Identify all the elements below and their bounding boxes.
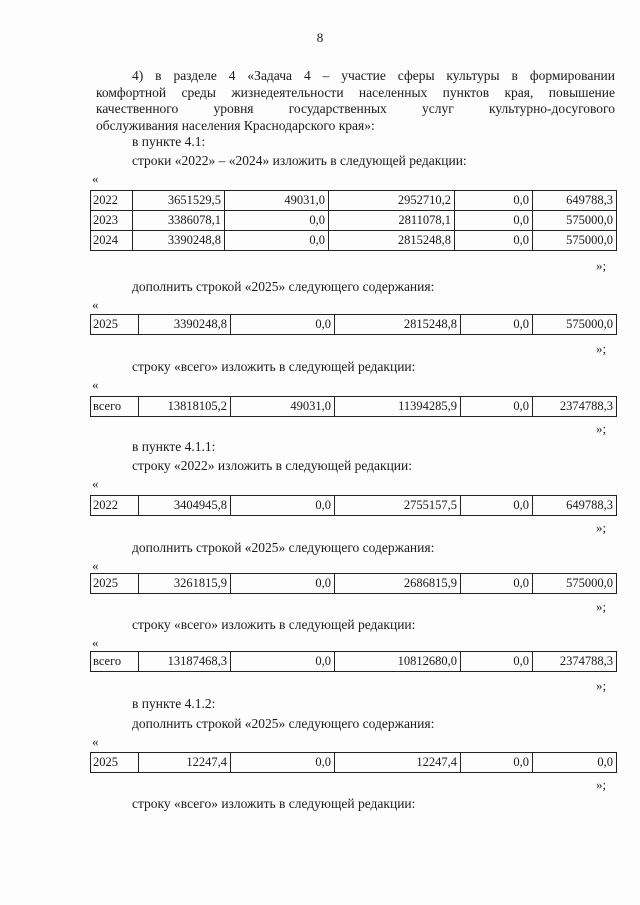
- cell-regional: 2686815,9: [335, 574, 461, 594]
- table-4-1-1-row-2025: [90, 573, 617, 594]
- cell-extra: 0,0: [533, 753, 617, 773]
- cell-total: 3386078,1: [133, 211, 225, 231]
- table-4-1-row-2025: [90, 314, 617, 335]
- page-number: 8: [316, 30, 324, 45]
- instruction-total: строку «всего» изложить в следующей редакции:: [132, 359, 416, 374]
- cell-local: 0,0: [461, 315, 533, 335]
- heading-4-1-2: в пункте 4.1.2:: [132, 696, 216, 711]
- close-quote: »;: [596, 599, 607, 614]
- close-quote: »;: [596, 258, 607, 273]
- intro-line-3: качественного уровня государственных услуг культурно-досугового: [96, 101, 615, 116]
- instruction-add-2025: дополнить строкой «2025» следующего содержания:: [132, 716, 435, 731]
- close-quote: »;: [596, 421, 607, 436]
- close-quote: »;: [596, 341, 607, 356]
- instruction-total: строку «всего» изложить в следующей редакции:: [132, 796, 416, 811]
- cell-extra: 2374788,3: [533, 397, 617, 417]
- cell-regional: 2811078,1: [329, 211, 455, 231]
- open-quote: «: [92, 377, 99, 392]
- cell-federal: 0,0: [231, 496, 335, 516]
- table-row: [91, 397, 617, 417]
- cell-local: 0,0: [461, 496, 533, 516]
- cell-regional: 2815248,8: [335, 315, 461, 335]
- cell-local: 0,0: [455, 211, 533, 231]
- cell-extra: 575000,0: [533, 574, 617, 594]
- cell-total: 12247,4: [139, 753, 231, 773]
- cell-regional: 2952710,2: [329, 191, 455, 211]
- table-row: [91, 315, 617, 335]
- cell-local: 0,0: [455, 191, 533, 211]
- intro-paragraph: [96, 68, 615, 134]
- cell-total: 13187468,3: [139, 652, 231, 672]
- cell-year: 2024: [91, 231, 133, 251]
- cell-year: всего: [91, 397, 139, 417]
- intro-line-2: комфортной среды жизнедеятельности населенных пунктов края, повышение: [96, 84, 615, 100]
- cell-total: 3390248,8: [139, 315, 231, 335]
- table-4-1-rows-2022-2024: [90, 190, 617, 251]
- cell-extra: 649788,3: [533, 496, 617, 516]
- table-row: [91, 652, 617, 672]
- cell-regional: 2815248,8: [329, 231, 455, 251]
- instruction-add-2025: дополнить строкой «2025» следующего содержания:: [132, 540, 435, 555]
- cell-extra: 575000,0: [533, 211, 617, 231]
- cell-year: всего: [91, 652, 139, 672]
- cell-total: 3404945,8: [139, 496, 231, 516]
- intro-line-4: обслуживания населения Краснодарского края»:: [96, 117, 375, 133]
- instruction-total: строку «всего» изложить в следующей редакции:: [132, 617, 416, 632]
- table-row: [91, 574, 617, 594]
- cell-federal: 49031,0: [225, 191, 329, 211]
- cell-federal: 0,0: [231, 753, 335, 773]
- close-quote: »;: [596, 520, 607, 535]
- table-4-1-1-row-2022: [90, 495, 617, 516]
- table-row: [91, 211, 617, 231]
- cell-year: 2023: [91, 211, 133, 231]
- cell-local: 0,0: [461, 652, 533, 672]
- cell-local: 0,0: [461, 574, 533, 594]
- table-row: [91, 191, 617, 211]
- cell-local: 0,0: [455, 231, 533, 251]
- instruction-add-2025: дополнить строкой «2025» следующего содержания:: [132, 279, 435, 294]
- cell-extra: 575000,0: [533, 231, 617, 251]
- table-4-1-2-row-2025: [90, 752, 617, 773]
- heading-4-1: в пункте 4.1:: [132, 134, 206, 149]
- cell-federal: 0,0: [231, 574, 335, 594]
- table-row: [91, 496, 617, 516]
- cell-total: 3651529,5: [133, 191, 225, 211]
- cell-year: 2025: [91, 574, 139, 594]
- heading-4-1-1: в пункте 4.1.1:: [132, 439, 216, 454]
- instruction-rows-2022-2024: строки «2022» – «2024» изложить в следующей редакции:: [132, 153, 467, 168]
- cell-regional: 12247,4: [335, 753, 461, 773]
- open-quote: «: [92, 734, 99, 749]
- table-row: [91, 231, 617, 251]
- cell-extra: 2374788,3: [533, 652, 617, 672]
- cell-regional: 2755157,5: [335, 496, 461, 516]
- table-row: [91, 753, 617, 773]
- open-quote: «: [92, 297, 99, 312]
- cell-federal: 49031,0: [231, 397, 335, 417]
- cell-year: 2022: [91, 496, 139, 516]
- cell-regional: 11394285,9: [335, 397, 461, 417]
- cell-total: 13818105,2: [139, 397, 231, 417]
- table-4-1-1-row-total: [90, 651, 617, 672]
- cell-local: 0,0: [461, 753, 533, 773]
- cell-year: 2025: [91, 753, 139, 773]
- open-quote: «: [92, 171, 99, 186]
- cell-extra: 649788,3: [533, 191, 617, 211]
- close-quote: »;: [596, 678, 607, 693]
- open-quote: «: [92, 476, 99, 491]
- close-quote: »;: [596, 777, 607, 792]
- cell-local: 0,0: [461, 397, 533, 417]
- cell-federal: 0,0: [225, 231, 329, 251]
- cell-federal: 0,0: [225, 211, 329, 231]
- cell-federal: 0,0: [231, 652, 335, 672]
- cell-federal: 0,0: [231, 315, 335, 335]
- intro-line-1: 4) в разделе 4 «Задача 4 – участие сферы культуры в формировании: [132, 68, 615, 83]
- cell-year: 2022: [91, 191, 133, 211]
- table-4-1-row-total: [90, 396, 617, 417]
- instruction-row-2022: строку «2022» изложить в следующей редакции:: [132, 458, 413, 473]
- open-quote: «: [92, 558, 99, 573]
- cell-total: 3390248,8: [133, 231, 225, 251]
- cell-year: 2025: [91, 315, 139, 335]
- cell-regional: 10812680,0: [335, 652, 461, 672]
- cell-extra: 575000,0: [533, 315, 617, 335]
- open-quote: «: [92, 635, 99, 650]
- cell-total: 3261815,9: [139, 574, 231, 594]
